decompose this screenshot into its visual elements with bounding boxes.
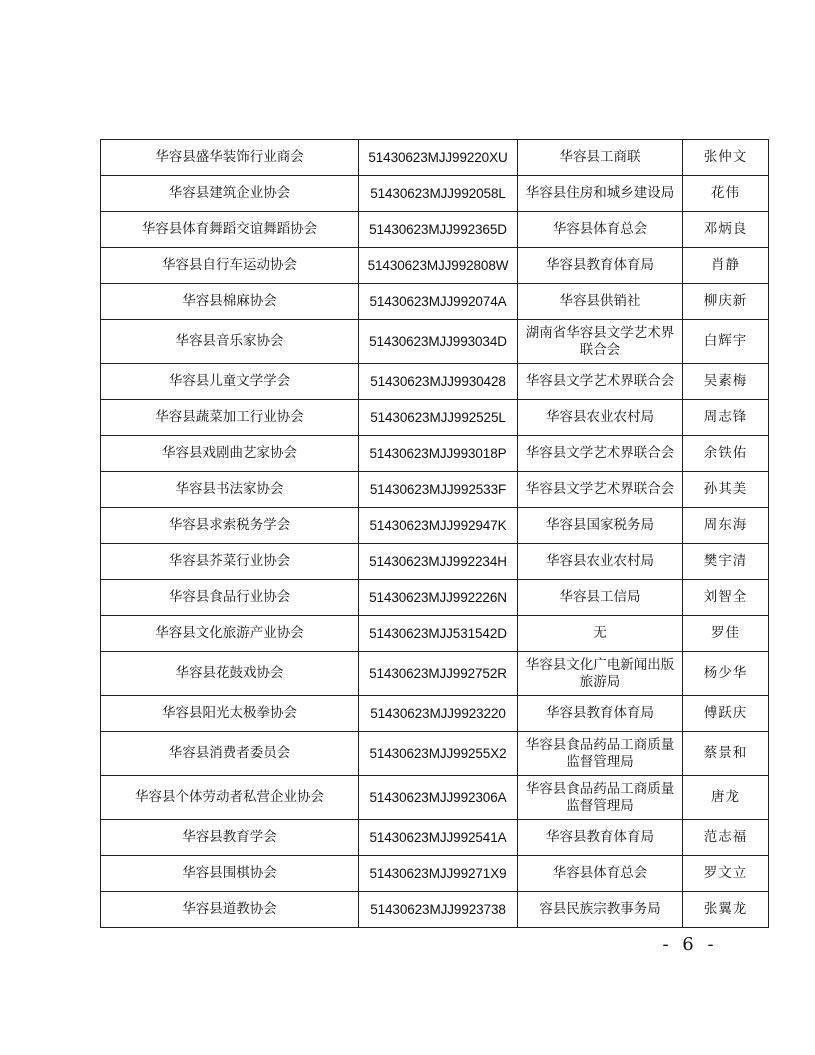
supervising-dept-cell: 华容县国家税务局 — [518, 508, 683, 544]
org-name-cell: 华容县文化旅游产业协会 — [101, 616, 359, 652]
supervising-dept-cell: 湖南省华容县文学艺术界联合会 — [518, 320, 683, 364]
page-number: - 6 - — [662, 934, 718, 955]
org-name-cell: 华容县道教协会 — [101, 892, 359, 928]
table-row — [101, 580, 769, 616]
table-row — [101, 616, 769, 652]
supervising-dept-cell: 华容县食品药品工商质量监督管理局 — [518, 776, 683, 820]
legal-rep-cell: 杨少华 — [683, 652, 769, 696]
supervising-dept-cell: 华容县文学艺术界联合会 — [518, 472, 683, 508]
supervising-dept-cell: 华容县农业农村局 — [518, 544, 683, 580]
legal-rep-cell: 傅跃庆 — [683, 696, 769, 732]
supervising-dept-cell: 华容县教育体育局 — [518, 248, 683, 284]
credit-code-cell: 51430623MJJ992808W — [359, 248, 518, 284]
credit-code-cell: 51430623MJJ992541A — [359, 820, 518, 856]
org-name-cell: 华容县盛华装饰行业商会 — [101, 140, 359, 176]
supervising-dept-cell: 华容县文学艺术界联合会 — [518, 364, 683, 400]
supervising-dept-cell: 华容县教育体育局 — [518, 696, 683, 732]
credit-code-cell: 51430623MJJ992074A — [359, 284, 518, 320]
table-row — [101, 176, 769, 212]
legal-rep-cell: 余铁佑 — [683, 436, 769, 472]
table-row — [101, 248, 769, 284]
credit-code-cell: 51430623MJJ992533F — [359, 472, 518, 508]
legal-rep-cell: 范志福 — [683, 820, 769, 856]
org-name-cell: 华容县建筑企业协会 — [101, 176, 359, 212]
table-body — [101, 140, 769, 928]
org-name-cell: 华容县棉麻协会 — [101, 284, 359, 320]
org-name-cell: 华容县消费者委员会 — [101, 732, 359, 776]
table-row — [101, 776, 769, 820]
credit-code-cell: 51430623MJJ99220XU — [359, 140, 518, 176]
table-row — [101, 140, 769, 176]
credit-code-cell: 51430623MJJ992947K — [359, 508, 518, 544]
legal-rep-cell: 周东海 — [683, 508, 769, 544]
table-row — [101, 364, 769, 400]
credit-code-cell: 51430623MJJ531542D — [359, 616, 518, 652]
org-name-cell: 华容县自行车运动协会 — [101, 248, 359, 284]
organization-table — [100, 139, 769, 928]
legal-rep-cell: 张翼龙 — [683, 892, 769, 928]
table-row — [101, 436, 769, 472]
credit-code-cell: 51430623MJJ993018P — [359, 436, 518, 472]
table-row — [101, 544, 769, 580]
org-name-cell: 华容县蔬菜加工行业协会 — [101, 400, 359, 436]
credit-code-cell: 51430623MJJ99271X9 — [359, 856, 518, 892]
org-name-cell: 华容县体育舞蹈交谊舞蹈协会 — [101, 212, 359, 248]
legal-rep-cell: 樊宇清 — [683, 544, 769, 580]
legal-rep-cell: 花伟 — [683, 176, 769, 212]
table-row — [101, 212, 769, 248]
supervising-dept-cell: 华容县农业农村局 — [518, 400, 683, 436]
supervising-dept-cell: 华容县供销社 — [518, 284, 683, 320]
legal-rep-cell: 吴素梅 — [683, 364, 769, 400]
org-name-cell: 华容县花鼓戏协会 — [101, 652, 359, 696]
legal-rep-cell: 白辉宇 — [683, 320, 769, 364]
credit-code-cell: 51430623MJJ99255X2 — [359, 732, 518, 776]
supervising-dept-cell: 华容县食品药品工商质量监督管理局 — [518, 732, 683, 776]
table-row — [101, 820, 769, 856]
supervising-dept-cell: 华容县工商联 — [518, 140, 683, 176]
credit-code-cell: 51430623MJJ992752R — [359, 652, 518, 696]
table-row — [101, 732, 769, 776]
credit-code-cell: 51430623MJJ992226N — [359, 580, 518, 616]
table-row — [101, 652, 769, 696]
supervising-dept-cell: 华容县文化广电新闻出版旅游局 — [518, 652, 683, 696]
table-row — [101, 892, 769, 928]
org-name-cell: 华容县儿童文学学会 — [101, 364, 359, 400]
supervising-dept-cell: 华容县教育体育局 — [518, 820, 683, 856]
org-name-cell: 华容县教育学会 — [101, 820, 359, 856]
org-name-cell: 华容县个体劳动者私营企业协会 — [101, 776, 359, 820]
legal-rep-cell: 周志锋 — [683, 400, 769, 436]
supervising-dept-cell: 华容县文学艺术界联合会 — [518, 436, 683, 472]
table-row — [101, 472, 769, 508]
legal-rep-cell: 张仲文 — [683, 140, 769, 176]
legal-rep-cell: 罗佳 — [683, 616, 769, 652]
org-name-cell: 华容县阳光太极拳协会 — [101, 696, 359, 732]
legal-rep-cell: 肖静 — [683, 248, 769, 284]
table-row — [101, 856, 769, 892]
supervising-dept-cell: 华容县体育总会 — [518, 212, 683, 248]
table-row — [101, 400, 769, 436]
legal-rep-cell: 刘智全 — [683, 580, 769, 616]
legal-rep-cell: 唐龙 — [683, 776, 769, 820]
legal-rep-cell: 柳庆新 — [683, 284, 769, 320]
table-row — [101, 284, 769, 320]
legal-rep-cell: 孙其美 — [683, 472, 769, 508]
legal-rep-cell: 邓炳良 — [683, 212, 769, 248]
credit-code-cell: 51430623MJJ9930428 — [359, 364, 518, 400]
supervising-dept-cell: 无 — [518, 616, 683, 652]
org-name-cell: 华容县音乐家协会 — [101, 320, 359, 364]
supervising-dept-cell: 华容县体育总会 — [518, 856, 683, 892]
org-name-cell: 华容县芥菜行业协会 — [101, 544, 359, 580]
org-name-cell: 华容县戏剧曲艺家协会 — [101, 436, 359, 472]
org-name-cell: 华容县食品行业协会 — [101, 580, 359, 616]
supervising-dept-cell: 华容县住房和城乡建设局 — [518, 176, 683, 212]
credit-code-cell: 51430623MJJ9923738 — [359, 892, 518, 928]
table-row — [101, 508, 769, 544]
org-name-cell: 华容县书法家协会 — [101, 472, 359, 508]
legal-rep-cell: 蔡景和 — [683, 732, 769, 776]
credit-code-cell: 51430623MJJ992365D — [359, 212, 518, 248]
table-row — [101, 320, 769, 364]
credit-code-cell: 51430623MJJ992306A — [359, 776, 518, 820]
supervising-dept-cell: 容县民族宗教事务局 — [518, 892, 683, 928]
table-row — [101, 696, 769, 732]
supervising-dept-cell: 华容县工信局 — [518, 580, 683, 616]
credit-code-cell: 51430623MJJ993034D — [359, 320, 518, 364]
legal-rep-cell: 罗文立 — [683, 856, 769, 892]
credit-code-cell: 51430623MJJ992525L — [359, 400, 518, 436]
credit-code-cell: 51430623MJJ992234H — [359, 544, 518, 580]
credit-code-cell: 51430623MJJ9923220 — [359, 696, 518, 732]
credit-code-cell: 51430623MJJ992058L — [359, 176, 518, 212]
org-name-cell: 华容县围棋协会 — [101, 856, 359, 892]
org-name-cell: 华容县求索税务学会 — [101, 508, 359, 544]
